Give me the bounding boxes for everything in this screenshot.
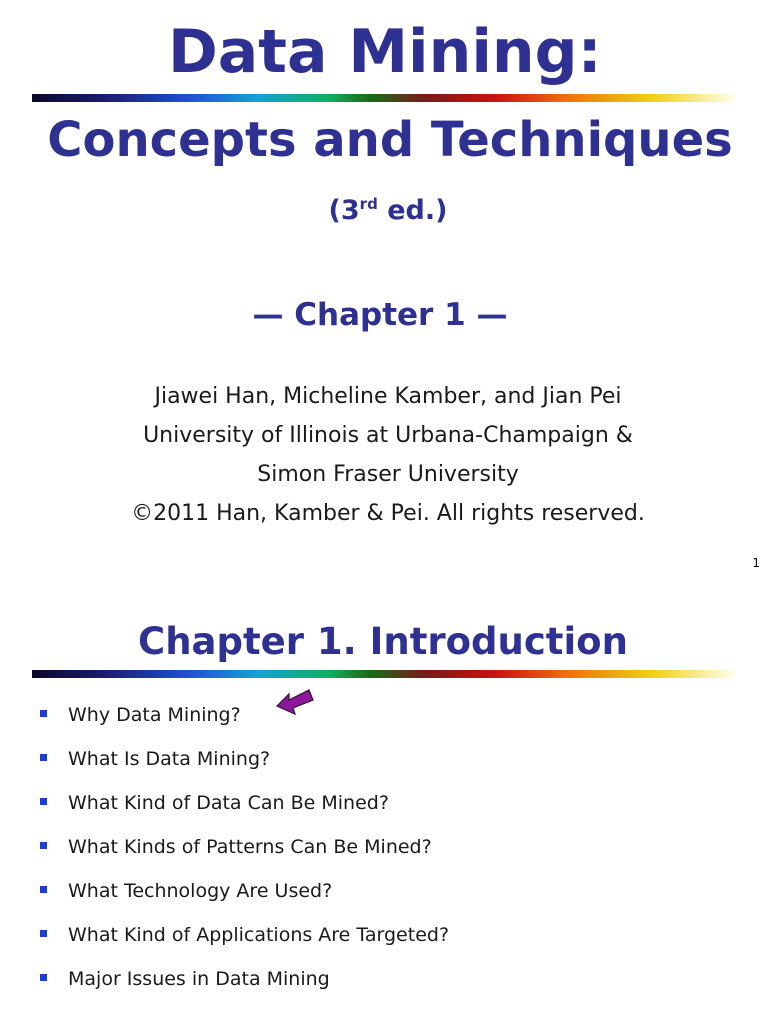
list-item: What Kinds of Patterns Can Be Mined? [38,832,449,876]
affiliation-line-1: University of Illinois at Urbana-Champaign & [143,423,633,448]
rainbow-divider [32,670,736,678]
bullet-square-icon [40,710,47,717]
topic-list [38,700,449,1008]
list-item: What Kind of Applications Are Targeted? [38,920,449,964]
list-item: What Kind of Data Can Be Mined? [38,788,449,832]
bullet-square-icon [40,974,47,981]
arrow-left-icon [275,688,315,718]
bullet-square-icon [40,842,47,849]
list-item: What Technology Are Used? [38,876,449,920]
intro-slide [0,580,768,1024]
slide-subtitle: Concepts and Techniques [47,112,733,168]
page-number: 1 [752,556,760,570]
authors-line: Jiawei Han, Micheline Kamber, and Jian Pei [154,384,622,409]
list-item: Major Issues in Data Mining [38,964,449,1008]
edition-label: (3rd ed.) [328,195,448,226]
bullet-square-icon [40,930,47,937]
slide-title: Chapter 1. Introduction [138,620,628,663]
list-item: What Is Data Mining? [38,744,449,788]
rainbow-divider [32,94,736,102]
chapter-heading: — Chapter 1 — [252,297,508,333]
bullet-square-icon [40,754,47,761]
list-item: Why Data Mining? [38,700,449,744]
bullet-square-icon [40,798,47,805]
bullet-square-icon [40,886,47,893]
affiliation-line-2: Simon Fraser University [257,462,519,487]
credits-block [0,377,768,533]
slide-title: Data Mining: [168,17,602,87]
copyright-line: ©2011 Han, Kamber & Pei. All rights reserved. [131,501,645,526]
